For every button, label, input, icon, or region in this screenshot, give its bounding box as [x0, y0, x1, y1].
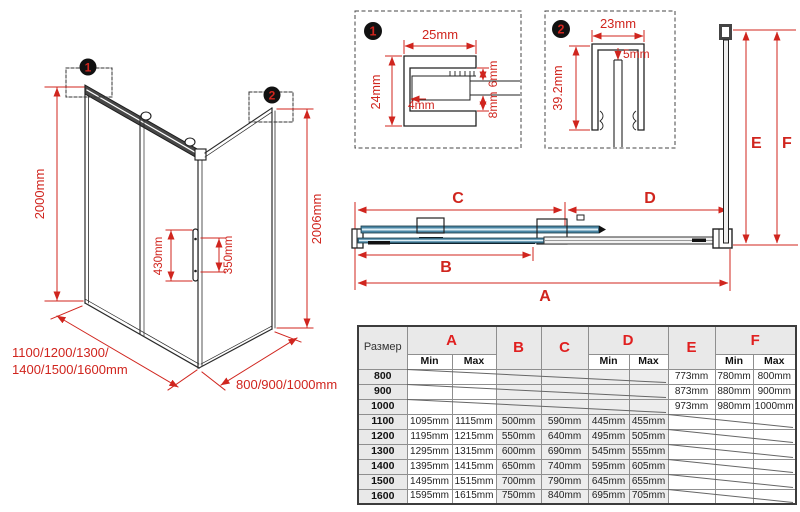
cell-e [668, 429, 715, 444]
size-table-grid [357, 325, 797, 505]
cell-b: 500mm [496, 414, 541, 429]
detail-2 [545, 11, 675, 148]
cell-d-max: 605mm [629, 459, 668, 474]
dim-profile-width: 25mm [421, 27, 459, 42]
table-row [358, 414, 796, 429]
roller-wheel [141, 112, 151, 120]
cell-d-min [588, 399, 629, 414]
cell-d-max: 555mm [629, 444, 668, 459]
detail-2-number: 2 [557, 22, 565, 37]
gasket-seal [448, 71, 476, 76]
cell-a-max [452, 369, 496, 384]
cell-d-min [588, 384, 629, 399]
row-size-label: 800 [358, 369, 407, 384]
door-end-cap [599, 226, 606, 234]
col-header-d: D [588, 326, 668, 354]
col-header-f: F [715, 326, 796, 354]
dim-handle-inner: 350mm [223, 235, 235, 275]
cell-c: 590mm [541, 414, 588, 429]
dim-height-left: 2000mm [32, 168, 47, 220]
dim-f-label: F [782, 135, 792, 152]
table-header-row [358, 326, 796, 354]
cell-e [668, 414, 715, 429]
table-row [358, 399, 796, 414]
cell-b: 600mm [496, 444, 541, 459]
dim-d-label: D [644, 190, 656, 207]
cell-f-max [753, 414, 796, 429]
cell-f-max: 800mm [753, 369, 796, 384]
cell-d-max: 705mm [629, 489, 668, 504]
cell-f-max [753, 444, 796, 459]
cell-a-max: 1415mm [452, 459, 496, 474]
cell-d-max [629, 399, 668, 414]
f-min-header: Min [715, 354, 753, 369]
cell-a-max: 1215mm [452, 429, 496, 444]
cell-a-max: 1315mm [452, 444, 496, 459]
cell-d-min: 595mm [588, 459, 629, 474]
cell-f-max: 900mm [753, 384, 796, 399]
dim-e-label: E [751, 135, 762, 152]
d-min-header: Min [588, 354, 629, 369]
roller-wheel [185, 138, 195, 146]
cell-d-min: 445mm [588, 414, 629, 429]
row-size-label: 1500 [358, 474, 407, 489]
cell-e [668, 459, 715, 474]
a-max-header: Max [452, 354, 496, 369]
dim-track-height: 39.2mm [551, 65, 565, 111]
dim-handle-outer: 430mm [153, 236, 165, 276]
cell-f-max: 1000mm [753, 399, 796, 414]
cell-d-max [629, 369, 668, 384]
row-size-label: 1400 [358, 459, 407, 474]
side-panel-top-edge [205, 108, 272, 153]
col-header-a: A [407, 326, 496, 354]
cell-d-min [588, 369, 629, 384]
table-row [358, 369, 796, 384]
dim-front-widths-1: 1100/1200/1300/ [12, 345, 109, 360]
cell-f-max [753, 459, 796, 474]
dim-track-inset: 5mm [623, 47, 650, 61]
cell-f-max [753, 474, 796, 489]
cell-f-min: 880mm [715, 384, 753, 399]
cell-a-max: 1615mm [452, 489, 496, 504]
cell-d-min: 695mm [588, 489, 629, 504]
side-return-glass [724, 40, 729, 243]
cell-b [496, 369, 541, 384]
cell-e [668, 489, 715, 504]
dim-gap-bottom: 8mm [486, 91, 500, 119]
door-stopper [577, 215, 584, 220]
corner-block [713, 229, 732, 248]
size-column-header: Размер [358, 326, 407, 369]
dim-slot: 4mm [408, 98, 435, 112]
cell-f-min [715, 444, 753, 459]
cell-f-min [715, 459, 753, 474]
cell-a-min: 1095mm [407, 414, 452, 429]
row-size-label: 1000 [358, 399, 407, 414]
cell-f-min: 980mm [715, 399, 753, 414]
dim-height-right: 2006mm [309, 193, 324, 245]
cell-d-max: 655mm [629, 474, 668, 489]
table-row [358, 384, 796, 399]
cell-c [541, 399, 588, 414]
dim-a-label: A [539, 288, 551, 305]
table-row [358, 444, 796, 459]
col-header-e: E [668, 326, 715, 369]
cell-a-min: 1595mm [407, 489, 452, 504]
cell-f-min [715, 489, 753, 504]
cell-e [668, 444, 715, 459]
d-max-header: Max [629, 354, 668, 369]
dim-gap-top: 6mm [486, 60, 500, 88]
cell-f-min [715, 414, 753, 429]
table-row [358, 474, 796, 489]
cell-a-min: 1195mm [407, 429, 452, 444]
cell-d-min: 545mm [588, 444, 629, 459]
cell-e: 773mm [668, 369, 715, 384]
cell-d-max: 505mm [629, 429, 668, 444]
cell-c: 790mm [541, 474, 588, 489]
f-max-header: Max [753, 354, 796, 369]
row-size-label: 1600 [358, 489, 407, 504]
door-handle [193, 229, 198, 281]
callout-1-number: 1 [84, 60, 92, 75]
cell-f-min [715, 474, 753, 489]
col-header-c: C [541, 326, 588, 369]
row-size-label: 1300 [358, 444, 407, 459]
cell-d-max: 455mm [629, 414, 668, 429]
anti-derail-clip [633, 111, 636, 130]
dim-track-width: 23mm [599, 16, 637, 31]
detail-1-number: 1 [369, 24, 377, 39]
callout-2-number: 2 [268, 88, 276, 103]
cell-e: 873mm [668, 384, 715, 399]
dim-b-label: B [440, 259, 452, 276]
dim-c-label: C [452, 190, 464, 207]
cell-f-max [753, 489, 796, 504]
cell-a-max [452, 399, 496, 414]
size-table [357, 325, 795, 503]
cell-a-min: 1495mm [407, 474, 452, 489]
cell-f-min [715, 429, 753, 444]
cell-d-min: 495mm [588, 429, 629, 444]
cell-c [541, 369, 588, 384]
cell-c: 740mm [541, 459, 588, 474]
glass-holder [412, 76, 470, 100]
cell-b: 650mm [496, 459, 541, 474]
cell-c: 690mm [541, 444, 588, 459]
dim-side-widths: 800/900/1000mm [236, 377, 338, 392]
col-header-b: B [496, 326, 541, 369]
cell-f-min: 780mm [715, 369, 753, 384]
cell-f-max [753, 429, 796, 444]
detail-1 [355, 11, 521, 148]
cell-b: 750mm [496, 489, 541, 504]
side-bottom-edge [199, 329, 272, 368]
cell-c: 840mm [541, 489, 588, 504]
cell-c: 640mm [541, 429, 588, 444]
cell-d-min: 645mm [588, 474, 629, 489]
cell-d-max [629, 384, 668, 399]
cell-b: 550mm [496, 429, 541, 444]
corner-bracket [195, 149, 206, 160]
cell-b [496, 399, 541, 414]
cell-b: 700mm [496, 474, 541, 489]
row-size-label: 900 [358, 384, 407, 399]
dim-front-widths-2: 1400/1500/1600mm [12, 362, 128, 377]
cell-e [668, 474, 715, 489]
cell-a-min [407, 399, 452, 414]
cell-a-min: 1295mm [407, 444, 452, 459]
cell-a-max: 1115mm [452, 414, 496, 429]
table-row [358, 429, 796, 444]
row-size-label: 1100 [358, 414, 407, 429]
anti-derail-clip [600, 111, 603, 130]
cell-a-min [407, 384, 452, 399]
table-row [358, 489, 796, 504]
row-size-label: 1200 [358, 429, 407, 444]
cell-c [541, 384, 588, 399]
iso-view [12, 59, 337, 393]
dim-profile-height: 24mm [369, 74, 383, 110]
cell-a-max: 1515mm [452, 474, 496, 489]
cell-b [496, 384, 541, 399]
table-row [358, 459, 796, 474]
a-min-header: Min [407, 354, 452, 369]
cell-a-min [407, 369, 452, 384]
cell-a-max [452, 384, 496, 399]
cell-e: 973mm [668, 399, 715, 414]
cell-a-min: 1395mm [407, 459, 452, 474]
